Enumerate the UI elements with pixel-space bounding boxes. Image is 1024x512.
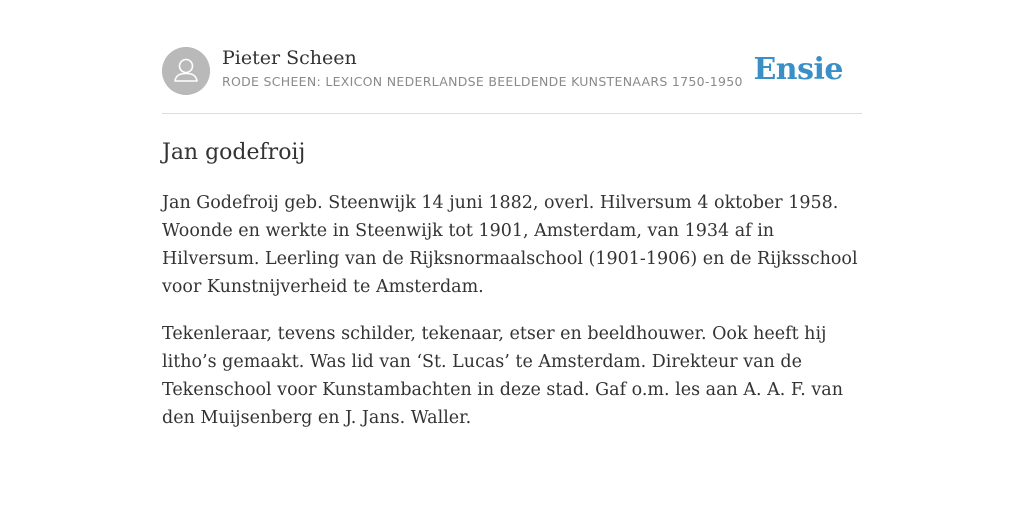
entry-paragraph: Jan Godefroij geb. Steenwijk 14 juni 1882, overl. Hilversum 4 oktober 1958. Woonde en werkte in Steenwijk tot 1901, Amsterdam, van 1934 af in Hilversum. Leerling van de Rijksnormaalschool (1901-1906) en de Rijksschool voor Kunstnijverheid te Amsterdam.	[162, 193, 858, 297]
entry-card	[162, 46, 862, 432]
entry-paragraph: Tekenleraar, tevens schilder, tekenaar, etser en beeldhouwer. Ook heeft hij litho’s gemaakt. Was lid van ‘St. Lucas’ te Amsterdam. Direkteur van de Tekenschool voor Kunstambachten in deze stad. Gaf o.m. les aan A. A. F. van den Muijsenberg en J. Jans. Waller.	[162, 324, 843, 428]
user-avatar-icon[interactable]	[162, 47, 210, 95]
ensie-logo-link[interactable]: Ensie	[753, 52, 843, 87]
author-name[interactable]: Pieter Scheen	[222, 47, 357, 69]
entry-body	[162, 189, 862, 432]
entry-header	[162, 46, 862, 114]
source-title[interactable]: RODE SCHEEN: LEXICON NEDERLANDSE BEELDENDE KUNSTENAARS 1750-1950	[222, 74, 743, 89]
entry-title: Jan godefroij	[162, 140, 306, 165]
